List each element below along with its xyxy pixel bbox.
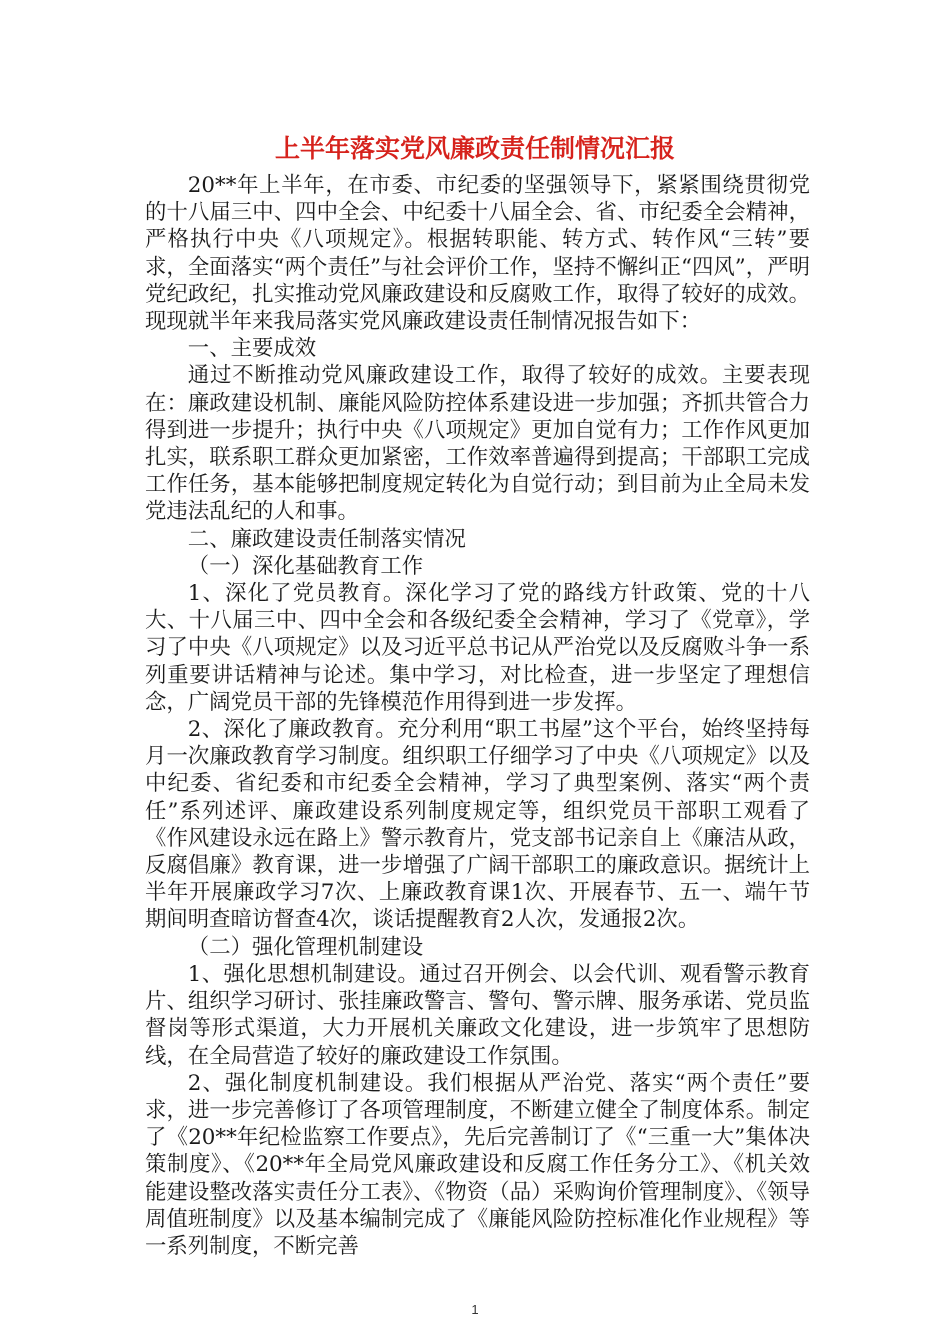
management-item-2-paragraph: 2、强化制度机制建设。我们根据从严治党、落实“两个责任”要求，进一步完善修订了各项管理制度，不断建立健全了制度体系。制定了《20**年纪检监察工作要点》，先后完善制订了《“三重一大”集体决策制度》、《20**年全局党风廉政建设和反腐工作任务分工》、《机关效能建设整改落实责任分工表》、《物资（品）采购询价管理制度》、《领导周值班制度》以及基本编制完成了《廉能风险防控标准化作业规程》等一系列制度，不断完善: [145, 1070, 810, 1259]
page-number: 1: [471, 1302, 479, 1317]
education-item-1-paragraph: 1、深化了党员教育。深化学习了党的路线方针政策、党的十八大、十八届三中、四中全会和各级纪委全会精神，学习了《党章》，学习了中央《八项规定》以及习近平总书记从严治党以及反腐败斗争一系列重要讲话精神与论述。集中学习，对比检查，进一步坚定了理想信念，广阔党员干部的先锋模范作用得到进一步发挥。: [145, 581, 810, 715]
management-item-1-paragraph: 1、强化思想机制建设。通过召开例会、以会代训、观看警示教育片、组织学习研讨、张挂廉政警言、警句、警示牌、服务承诺、党员监督岗等形式渠道，大力开展机关廉政文化建设，进一步筑牢了思想防线，在全局营造了较好的廉政建设工作氛围。: [145, 961, 810, 1069]
education-item-2-paragraph: 2、深化了廉政教育。充分利用“职工书屋”这个平台，始终坚持每月一次廉政教育学习制度。组织职工仔细学习了中央《八项规定》以及中纪委、省纪委和市纪委全会精神，学习了典型案例、落实“两个责任”系列述评、廉政建设系列制度规定等，组织党员干部职工观看了《作风建设永远在路上》警示教育片，党支部书记亲自上《廉洁从政，反腐倡廉》教育课，进一步增强了广阔干部职工的廉政意识。据统计上半年开展廉政学习7次、上廉政教育课1次、开展春节、五一、端午节期间明查暗访督查4次，谈话提醒教育2人次，发通报2次。: [145, 717, 810, 933]
subsection-heading-management: （二）强化管理机制建设: [187, 934, 424, 960]
main-results-paragraph: 通过不断推动党风廉政建设工作，取得了较好的成效。主要表现在：廉政建设机制、廉能风险防控体系建设进一步加强；齐抓共管合力得到进一步提升；执行中央《八项规定》更加自觉有力；工作作风更加扎实，联系职工群众更加紧密，工作效率普遍得到提高；干部职工完成工作任务，基本能够把制度规定转化为自觉行动；到目前为止全局未发党违法乱纪的人和事。: [145, 363, 810, 525]
section-heading-main-results: 一、主要成效: [187, 336, 317, 362]
section-heading-implementation: 二、廉政建设责任制落实情况: [187, 526, 466, 552]
document-body: [145, 172, 810, 1260]
document-title: 上半年落实党风廉政责任制情况汇报: [274, 134, 675, 163]
subsection-heading-education: （一）深化基础教育工作: [187, 553, 424, 579]
intro-paragraph: 20**年上半年，在市委、市纪委的坚强领导下，紧紧围绕贯彻党的十八届三中、四中全会、中纪委十八届全会、省、市纪委全会精神，严格执行中央《八项规定》。根据转职能、转方式、转作风“三转”要求，全面落实“两个责任”与社会评价工作，坚持不懈纠正“四风”，严明党纪政纪，扎实推动党风廉政建设和反腐败工作，取得了较好的成效。现现就半年来我局落实党风廉政建设责任制情况报告如下：: [145, 173, 810, 335]
